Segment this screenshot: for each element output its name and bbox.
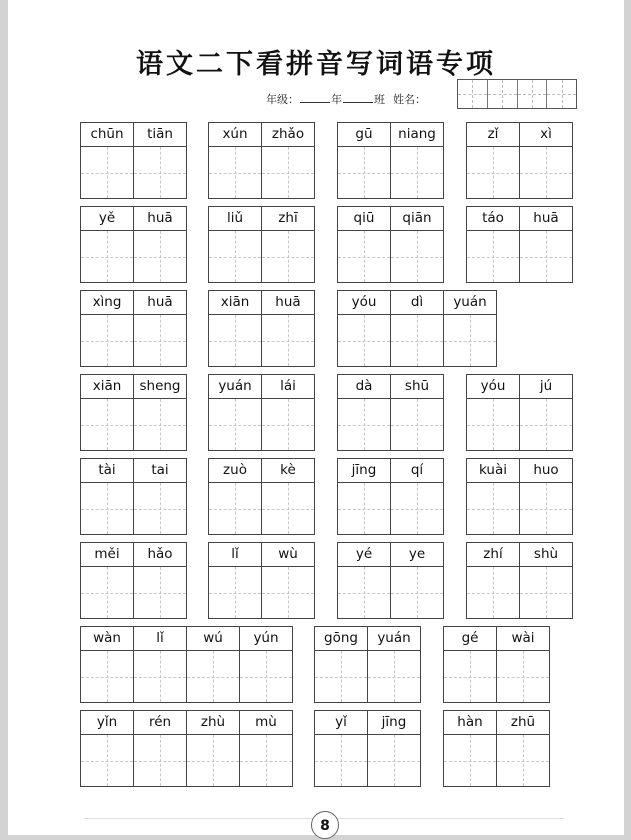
char-cell — [209, 291, 262, 367]
word-grid — [80, 206, 187, 283]
char-cell — [467, 459, 520, 535]
pinyin-label: gé — [444, 627, 496, 651]
char-cell — [368, 627, 421, 703]
char-cell — [338, 123, 391, 199]
tianzige-writing-box[interactable] — [520, 231, 572, 283]
char-cell — [81, 291, 134, 367]
tianzige-writing-box[interactable] — [209, 315, 261, 367]
pinyin-label: shū — [391, 375, 443, 399]
pinyin-label: huā — [520, 207, 572, 231]
page-title: 语文二下看拼音写词语专项 — [136, 49, 496, 80]
tianzige-writing-box[interactable] — [520, 147, 572, 199]
word-grid — [208, 542, 315, 619]
tianzige-writing-box[interactable] — [134, 315, 186, 367]
tianzige-writing-box[interactable] — [338, 399, 390, 451]
tianzige-writing-box[interactable] — [315, 651, 367, 703]
char-cell — [315, 627, 368, 703]
pinyin-label: xiān — [209, 291, 261, 315]
pinyin-label: sheng — [134, 375, 186, 399]
page-number: 8 — [311, 811, 339, 839]
pinyin-label: huā — [262, 291, 314, 315]
char-cell — [134, 291, 187, 367]
pinyin-label: tai — [134, 459, 186, 483]
tianzige-writing-box[interactable] — [391, 483, 443, 535]
char-cell — [81, 711, 134, 787]
tianzige-writing-box[interactable] — [444, 651, 496, 703]
pinyin-label: qiān — [391, 207, 443, 231]
word-grid — [337, 206, 444, 283]
pinyin-label: měi — [81, 543, 133, 567]
char-cell — [209, 543, 262, 619]
pinyin-label: yóu — [338, 291, 390, 315]
name-cell[interactable] — [518, 80, 548, 108]
pinyin-label: zuò — [209, 459, 261, 483]
tianzige-writing-box[interactable] — [368, 651, 420, 703]
pinyin-label: gōng — [315, 627, 367, 651]
tianzige-writing-box[interactable] — [467, 483, 519, 535]
tianzige-writing-box[interactable] — [391, 315, 443, 367]
char-cell — [338, 207, 391, 283]
grade-label: 年级： — [266, 93, 299, 106]
pinyin-label: táo — [467, 207, 519, 231]
tianzige-writing-box[interactable] — [368, 735, 420, 787]
word-grid — [80, 290, 187, 367]
tianzige-writing-box[interactable] — [315, 735, 367, 787]
char-cell — [187, 627, 240, 703]
word-grid — [208, 206, 315, 283]
char-cell — [520, 375, 573, 451]
pinyin-label: jīng — [338, 459, 390, 483]
pinyin-label: yǐ — [315, 711, 367, 735]
pinyin-label: yuán — [444, 291, 496, 315]
char-cell — [134, 627, 187, 703]
char-cell — [391, 459, 444, 535]
tianzige-writing-box[interactable] — [81, 231, 133, 283]
char-cell — [81, 459, 134, 535]
word-grid — [337, 374, 444, 451]
char-cell — [187, 711, 240, 787]
tianzige-writing-box[interactable] — [262, 567, 314, 619]
char-cell — [391, 123, 444, 199]
word-grid — [80, 542, 187, 619]
char-cell — [338, 543, 391, 619]
tianzige-writing-box[interactable] — [391, 567, 443, 619]
tianzige-writing-box[interactable] — [187, 735, 239, 787]
word-grid — [466, 206, 573, 283]
pinyin-label: liǔ — [209, 207, 261, 231]
word-grid — [208, 290, 315, 367]
pinyin-label: xiān — [81, 375, 133, 399]
char-cell — [134, 375, 187, 451]
tianzige-writing-box[interactable] — [520, 483, 572, 535]
char-cell — [240, 711, 293, 787]
pinyin-label: niang — [391, 123, 443, 147]
char-cell — [520, 543, 573, 619]
char-cell — [209, 459, 262, 535]
pinyin-label: yuán — [209, 375, 261, 399]
student-info-line — [266, 91, 426, 107]
word-grid — [466, 122, 573, 199]
char-cell — [444, 627, 497, 703]
tianzige-writing-box[interactable] — [134, 147, 186, 199]
char-cell — [391, 375, 444, 451]
char-cell — [81, 627, 134, 703]
tianzige-writing-box[interactable] — [209, 399, 261, 451]
tianzige-writing-box[interactable] — [81, 651, 133, 703]
tianzige-writing-box[interactable] — [262, 147, 314, 199]
pinyin-label: wú — [187, 627, 239, 651]
tianzige-writing-box[interactable] — [209, 483, 261, 535]
char-cell — [391, 291, 444, 367]
tianzige-writing-box[interactable] — [338, 315, 390, 367]
char-cell — [134, 543, 187, 619]
tianzige-writing-box[interactable] — [240, 735, 292, 787]
pinyin-label: jú — [520, 375, 572, 399]
tianzige-writing-box[interactable] — [497, 735, 549, 787]
name-cell[interactable] — [458, 80, 488, 108]
tianzige-writing-box[interactable] — [209, 231, 261, 283]
word-grid — [80, 374, 187, 451]
pinyin-label: mù — [240, 711, 292, 735]
pinyin-label: xún — [209, 123, 261, 147]
char-cell — [262, 543, 315, 619]
name-cell[interactable] — [488, 80, 518, 108]
grade-blank[interactable] — [300, 92, 330, 103]
tianzige-writing-box[interactable] — [262, 231, 314, 283]
name-cell[interactable] — [547, 80, 576, 108]
char-cell — [81, 207, 134, 283]
word-grid — [208, 374, 315, 451]
tianzige-writing-box[interactable] — [81, 399, 133, 451]
pinyin-label: yé — [338, 543, 390, 567]
char-cell — [444, 291, 497, 367]
char-cell — [391, 207, 444, 283]
char-cell — [134, 207, 187, 283]
pinyin-label: xì — [520, 123, 572, 147]
pinyin-label: huā — [134, 207, 186, 231]
tianzige-writing-box[interactable] — [262, 483, 314, 535]
tianzige-writing-box[interactable] — [81, 147, 133, 199]
char-cell — [497, 627, 550, 703]
word-grid — [80, 458, 187, 535]
pinyin-label: huo — [520, 459, 572, 483]
char-cell — [81, 123, 134, 199]
char-cell — [338, 459, 391, 535]
pinyin-label: lái — [262, 375, 314, 399]
tianzige-writing-box[interactable] — [240, 651, 292, 703]
char-cell — [134, 123, 187, 199]
tianzige-writing-box[interactable] — [467, 399, 519, 451]
char-cell — [240, 627, 293, 703]
pinyin-label: yǐn — [81, 711, 133, 735]
tianzige-writing-box[interactable] — [81, 567, 133, 619]
char-cell — [520, 459, 573, 535]
pinyin-label: zǐ — [467, 123, 519, 147]
word-grid — [80, 626, 293, 703]
pinyin-label: yóu — [467, 375, 519, 399]
pinyin-label: zhí — [467, 543, 519, 567]
tianzige-writing-box[interactable] — [391, 231, 443, 283]
worksheet-page — [8, 0, 624, 835]
pinyin-label: zhū — [497, 711, 549, 735]
word-grid — [314, 710, 421, 787]
pinyin-label: rén — [134, 711, 186, 735]
word-grid — [466, 542, 573, 619]
char-cell — [467, 207, 520, 283]
word-grid — [337, 542, 444, 619]
char-cell — [262, 207, 315, 283]
pinyin-label: wài — [497, 627, 549, 651]
char-cell — [467, 123, 520, 199]
pinyin-label: yún — [240, 627, 292, 651]
char-cell — [209, 375, 262, 451]
tianzige-writing-box[interactable] — [444, 735, 496, 787]
word-grid — [208, 458, 315, 535]
pinyin-label: xìng — [81, 291, 133, 315]
pinyin-label: tài — [81, 459, 133, 483]
tianzige-writing-box[interactable] — [134, 231, 186, 283]
word-grid — [337, 290, 497, 367]
tianzige-writing-box[interactable] — [209, 147, 261, 199]
char-cell — [134, 711, 187, 787]
word-grid — [466, 374, 573, 451]
char-cell — [520, 207, 573, 283]
class-label: 班 — [374, 93, 385, 106]
pinyin-label: hǎo — [134, 543, 186, 567]
pinyin-label: wù — [262, 543, 314, 567]
pinyin-label: qiū — [338, 207, 390, 231]
pinyin-label: kuài — [467, 459, 519, 483]
pinyin-label: huā — [134, 291, 186, 315]
tianzige-writing-box[interactable] — [81, 315, 133, 367]
pinyin-label: shù — [520, 543, 572, 567]
char-cell — [368, 711, 421, 787]
char-cell — [209, 123, 262, 199]
pinyin-label: kè — [262, 459, 314, 483]
char-cell — [81, 543, 134, 619]
word-grid — [314, 626, 421, 703]
tianzige-writing-box[interactable] — [338, 483, 390, 535]
tianzige-writing-box[interactable] — [134, 399, 186, 451]
tianzige-writing-box[interactable] — [262, 399, 314, 451]
char-cell — [262, 459, 315, 535]
char-cell — [209, 207, 262, 283]
tianzige-writing-box[interactable] — [391, 399, 443, 451]
char-cell — [262, 291, 315, 367]
pinyin-label: gū — [338, 123, 390, 147]
word-grid — [443, 710, 550, 787]
word-grid — [337, 122, 444, 199]
tianzige-writing-box[interactable] — [209, 567, 261, 619]
tianzige-writing-box[interactable] — [497, 651, 549, 703]
char-cell — [467, 375, 520, 451]
char-cell — [262, 375, 315, 451]
pinyin-label: dà — [338, 375, 390, 399]
class-blank[interactable] — [343, 92, 373, 103]
char-cell — [391, 543, 444, 619]
pinyin-label: ye — [391, 543, 443, 567]
tianzige-writing-box[interactable] — [134, 567, 186, 619]
tianzige-writing-box[interactable] — [338, 147, 390, 199]
char-cell — [262, 123, 315, 199]
tianzige-writing-box[interactable] — [262, 315, 314, 367]
char-cell — [497, 711, 550, 787]
pinyin-label: lǐ — [209, 543, 261, 567]
char-cell — [338, 375, 391, 451]
pinyin-label: zhǎo — [262, 123, 314, 147]
word-grid — [208, 122, 315, 199]
char-cell — [520, 123, 573, 199]
tianzige-writing-box[interactable] — [134, 735, 186, 787]
pinyin-label: tiān — [134, 123, 186, 147]
char-cell — [444, 711, 497, 787]
tianzige-writing-box[interactable] — [187, 651, 239, 703]
pinyin-label: zhù — [187, 711, 239, 735]
tianzige-writing-box[interactable] — [444, 315, 496, 367]
pinyin-label: zhī — [262, 207, 314, 231]
tianzige-writing-box[interactable] — [467, 231, 519, 283]
pinyin-label: hàn — [444, 711, 496, 735]
char-cell — [315, 711, 368, 787]
tianzige-writing-box[interactable] — [467, 567, 519, 619]
pinyin-label: dì — [391, 291, 443, 315]
pinyin-label: wàn — [81, 627, 133, 651]
word-grid — [80, 122, 187, 199]
pinyin-label: yuán — [368, 627, 420, 651]
tianzige-writing-box[interactable] — [391, 147, 443, 199]
tianzige-writing-box[interactable] — [467, 147, 519, 199]
tianzige-writing-box[interactable] — [520, 567, 572, 619]
pinyin-label: chūn — [81, 123, 133, 147]
tianzige-writing-box[interactable] — [81, 735, 133, 787]
name-writing-box[interactable] — [457, 79, 577, 109]
char-cell — [338, 291, 391, 367]
word-grid — [443, 626, 550, 703]
pinyin-label: lǐ — [134, 627, 186, 651]
name-label: 姓名： — [393, 93, 426, 106]
tianzige-writing-box[interactable] — [520, 399, 572, 451]
char-cell — [81, 375, 134, 451]
word-grid — [80, 710, 293, 787]
word-grid — [466, 458, 573, 535]
tianzige-writing-box[interactable] — [134, 483, 186, 535]
grade-unit: 年 — [331, 93, 342, 106]
pinyin-label: qí — [391, 459, 443, 483]
char-cell — [134, 459, 187, 535]
word-grid — [337, 458, 444, 535]
char-cell — [467, 543, 520, 619]
tianzige-writing-box[interactable] — [338, 231, 390, 283]
pinyin-label: yě — [81, 207, 133, 231]
tianzige-writing-box[interactable] — [81, 483, 133, 535]
pinyin-label: jīng — [368, 711, 420, 735]
tianzige-writing-box[interactable] — [338, 567, 390, 619]
tianzige-writing-box[interactable] — [134, 651, 186, 703]
